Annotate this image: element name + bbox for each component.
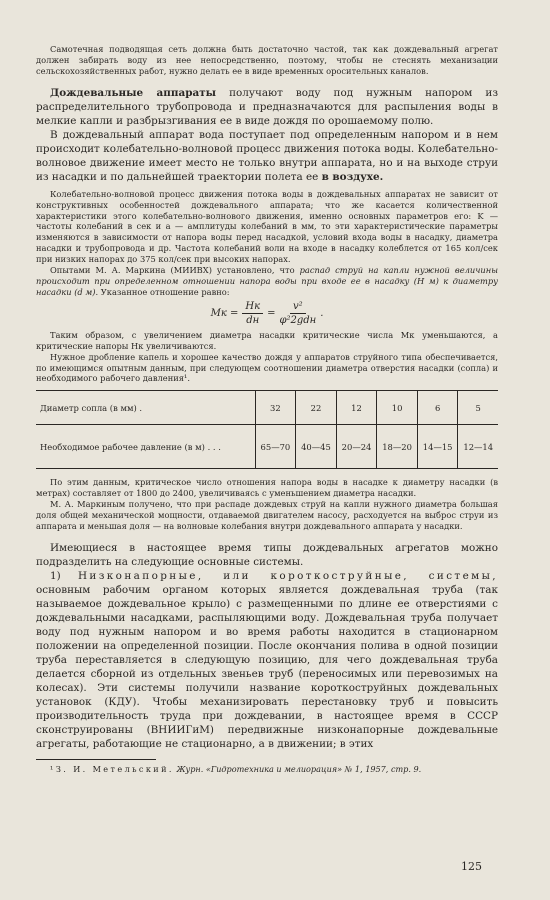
paragraph-sprinklers bbox=[36, 86, 498, 128]
formula-fraction-2-numerator: v² bbox=[290, 301, 306, 314]
table-cell: 40—45 bbox=[296, 425, 337, 469]
table-row bbox=[36, 391, 498, 425]
formula-fraction-1-numerator: Hк bbox=[242, 301, 263, 314]
table-row-label-diameter: Диаметр сопла (в мм) . bbox=[36, 391, 255, 425]
footnote-divider bbox=[36, 759, 156, 760]
list-number: 1) bbox=[50, 569, 78, 582]
formula-critical-number bbox=[36, 301, 498, 326]
footnote-marker: ¹ bbox=[50, 763, 56, 774]
table-cell: 65—70 bbox=[255, 425, 296, 469]
table-cell: 32 bbox=[255, 391, 296, 425]
markin-text-end: Указанное отношение равно: bbox=[98, 286, 230, 297]
page-number: 125 bbox=[461, 860, 482, 873]
table-cell: 14—15 bbox=[417, 425, 458, 469]
table-cell: 20—24 bbox=[336, 425, 377, 469]
paragraph-conclusion: Таким образом, с увеличением диаметра насадки критические числа Mк уменьшаются, а критические напоры Hк увеличиваются. bbox=[36, 329, 498, 351]
term-sprinklers: Дождевальные аппараты bbox=[50, 86, 217, 99]
footnote bbox=[36, 764, 498, 775]
table-cell: 5 bbox=[458, 391, 498, 425]
paragraph-oscillation-text: В дождевальный аппарат вода поступает под определенным напором и в нем происходит колебательно-волновой процесс движения потока воды. Колебательно-волновое движение имеет место не только внутри аппарата, но и на выходе струи из насадки и по дальнейшей траектории полета ее bbox=[36, 128, 498, 183]
table-cell: 10 bbox=[377, 391, 418, 425]
formula-fraction-2-denominator: φ²2gdн bbox=[279, 314, 317, 326]
formula-fraction-1-denominator: dн bbox=[246, 314, 260, 326]
formula-lhs: Mк = bbox=[210, 307, 239, 319]
formula-equals: = bbox=[267, 307, 276, 319]
formula-fraction-1 bbox=[242, 301, 263, 326]
paragraph-critical-ratio: По этим данным, критическое число отношения напора воды в насадке к диаметру насадки (в метрах) составляет от 1800 до 2400, увеличиваясь с уменьшением диаметра насадки. bbox=[36, 477, 498, 499]
paragraph-types-intro: Имеющиеся в настоящее время типы дождевальных агрегатов можно подразделить на следующие основные системы. bbox=[36, 541, 498, 568]
low-pressure-systems-text: основным рабочим органом которых является дождевальная труба (так называемое дождевальное крыло) с размещенными по длине ее отверстиями с дождевальными насадками, распыляющими воду. Дождевальная труба получает воду под нужным напором и во время работы находится в стационарном положении на определенной позиции. После окончания полива в одной позиции труба переставляется в следующую позицию, для чего дождевальная труба делается сборной из отдельных звеньев труб (переносимых или перевозимых на колесах). Эти системы получили название короткоструйных дождевальных установок (КДУ). Чтобы механизировать перестановку труб и повысить производительность труда при дождевании, в настоящее время в СССР сконструированы (ВНИИГиМ) передвижные низконапорные дождевальные агрегаты, работающие не стационарно, а в движении; в этих bbox=[36, 583, 498, 750]
formula-end: . bbox=[320, 307, 324, 319]
paragraph-oscillation-params: Колебательно-волновой процесс движения потока воды в дождевальных аппаратах не зависит от конструктивных особенностей дождевального аппарата; что же касается количественной характеристики этого колебательно-волнового движения, именно основных параметров его: K — частоты колебаний в сек и a — амплитуды колебаний в мм, то эти характеристические параметры изменяются в зависимости от напора воды перед насадкой, условий входа воды в насадку, диаметра насадки и трубопровода и др. Частота колебаний воли на входе в насадку колеблется от 165 кол/сек при низких напорах до 375 кол/сек при высоких напорах. bbox=[36, 188, 498, 265]
table-cell: 18—20 bbox=[377, 425, 418, 469]
markin-text-italic: распад струй на капли нужной величины происходит при определенном отношении напора воды при входе ее в насадку (H м) к диаметру насадки (d м). bbox=[36, 265, 498, 297]
formula-fraction-2 bbox=[279, 301, 316, 326]
paragraph-power-distribution: М. А. Маркиным получено, что при распаде дождевых струй на капли нужного диаметра большая доля общей механической мощности, отдаваемой двигателем насосу, расходуется на выброс струи из аппарата и меньшая доля — на волновые колебания внутри дождевального аппарата у насадки. bbox=[36, 499, 498, 531]
footnote-author: З. И. Метельский. bbox=[55, 763, 174, 774]
paragraph-nozzle-ratio: Нужное дробление капель и хорошее качество дождя у аппаратов струйного типа обеспечивается, по имеющимся опытным данным, при следующем соотношении диаметра отверстия насадки (сопла) и необходимого рабочего давления¹. bbox=[36, 351, 498, 384]
paragraph-oscillation bbox=[36, 128, 498, 184]
low-pressure-systems-heading: Низконапорные, или короткоструйные, системы, bbox=[77, 569, 498, 582]
paragraph-low-pressure-systems bbox=[36, 569, 498, 751]
paragraph-markin-experiments bbox=[36, 265, 498, 298]
nozzle-pressure-table bbox=[36, 390, 498, 469]
table-row-label-pressure: Необходимое рабочее давление (в м) . . . bbox=[36, 425, 255, 469]
markin-text-start: Опытами М. А. Маркина (МИИВХ) установлено, что bbox=[50, 265, 300, 276]
table-cell: 12 bbox=[336, 391, 377, 425]
paragraph-oscillation-tail: в воздухе. bbox=[321, 170, 384, 183]
table-cell: 12—14 bbox=[458, 425, 498, 469]
footnote-text: Журн. «Гидротехника и мелиорация» № 1, 1957, стр. 9. bbox=[173, 763, 422, 774]
paragraph-sprinklers-text: получают воду под нужным напором из распределительного трубопровода и предназначаются для распыления воды в мелкие капли и разбрызгивания ее в виде дождя по орошаемому полю. bbox=[36, 86, 498, 127]
paragraph-intake-network: Самотечная подводящая сеть должна быть достаточно частой, так как дождевальный агрегат должен забирать воду из нее непосредственно, поэтому, чтобы не стеснять механизации сельскохозяйственных работ, нужно делать ее в виде временных оросительных каналов. bbox=[36, 44, 498, 76]
table-cell: 22 bbox=[296, 391, 337, 425]
table-cell: 6 bbox=[417, 391, 458, 425]
table-row bbox=[36, 425, 498, 469]
